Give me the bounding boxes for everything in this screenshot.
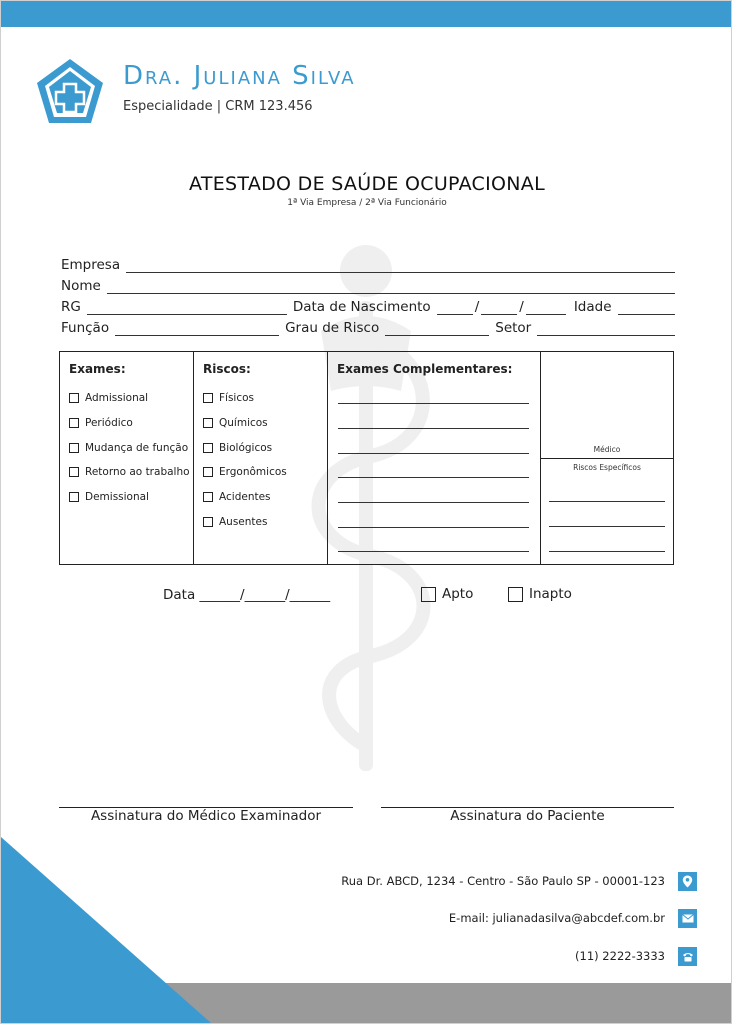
- inapto-checkbox[interactable]: [508, 587, 523, 602]
- risco-fisicos[interactable]: [203, 392, 254, 404]
- checkbox-label: Admissional: [85, 392, 149, 404]
- risco-quimicos[interactable]: [203, 417, 268, 429]
- exames-complementares-title: Exames Complementares:: [337, 362, 513, 376]
- exame-mudanca-funcao[interactable]: [69, 442, 188, 454]
- field-empresa: [61, 253, 675, 273]
- envelope-icon: [678, 909, 697, 928]
- rg-label: RG: [61, 299, 81, 315]
- nome-label: Nome: [61, 278, 101, 294]
- complementar-line[interactable]: [338, 502, 529, 503]
- address-text: Rua Dr. ABCD, 1234 - Centro - São Paulo SP - 00001-123: [341, 874, 665, 888]
- checkbox-label: Mudança de função: [85, 442, 189, 454]
- grau-risco-input-line[interactable]: [385, 321, 489, 336]
- checkbox[interactable]: [203, 467, 213, 477]
- checkbox[interactable]: [203, 443, 213, 453]
- risco-biologicos[interactable]: [203, 442, 272, 454]
- setor-input-line[interactable]: [537, 321, 675, 336]
- medico-divider: [541, 458, 673, 459]
- paciente-signature-label: Assinatura do Paciente: [450, 808, 605, 824]
- date-slash: /: [519, 299, 524, 315]
- complementar-line[interactable]: [338, 477, 529, 478]
- email-text: E-mail: julianadasilva@abcdef.com.br: [448, 911, 665, 925]
- checkbox[interactable]: [69, 393, 79, 403]
- checkbox-label: Químicos: [219, 417, 268, 429]
- risco-ausentes[interactable]: [203, 516, 267, 528]
- checkbox-label: Biológicos: [219, 442, 273, 454]
- data-field[interactable]: Data ______/______/______: [163, 587, 331, 603]
- risco-especifico-line[interactable]: [549, 501, 665, 502]
- rg-input-line[interactable]: [87, 300, 287, 315]
- checkbox-label: Ergonômicos: [219, 466, 287, 478]
- exames-title: Exames:: [69, 362, 126, 376]
- checkbox[interactable]: [203, 517, 213, 527]
- checkbox[interactable]: [69, 492, 79, 502]
- page-subtitle: 1ª Via Empresa / 2ª Via Funcionário: [287, 198, 447, 208]
- funcao-label: Função: [61, 320, 110, 336]
- doctor-specialty-crm: Especialidade | CRM 123.456: [123, 99, 313, 114]
- medico-label: Médico: [593, 445, 621, 454]
- checkbox-label: Ausentes: [219, 516, 268, 528]
- risco-ergonomicos[interactable]: [203, 466, 287, 478]
- nome-input-line[interactable]: [107, 279, 675, 294]
- riscos-especificos-label: Riscos Específicos: [573, 463, 641, 472]
- apto-option[interactable]: [421, 586, 473, 602]
- date-slash: /: [474, 299, 480, 315]
- idade-label: Idade: [573, 299, 612, 315]
- nascimento-year-line[interactable]: [526, 300, 566, 315]
- checkbox[interactable]: [69, 418, 79, 428]
- funcao-input-line[interactable]: [115, 321, 279, 336]
- inapto-option[interactable]: [508, 586, 572, 602]
- complementar-line[interactable]: [338, 453, 529, 454]
- exame-admissional[interactable]: [69, 392, 148, 404]
- empresa-label: Empresa: [61, 257, 121, 273]
- checkbox[interactable]: [203, 492, 213, 502]
- riscos-title: Riscos:: [203, 362, 251, 376]
- checkbox[interactable]: [203, 393, 213, 403]
- checkbox[interactable]: [69, 467, 79, 477]
- exams-grid: [59, 351, 674, 565]
- checkbox-label: Físicos: [219, 392, 255, 404]
- idade-input-line[interactable]: [618, 300, 675, 315]
- field-nome: [61, 274, 675, 294]
- phone-text: (11) 2222-3333: [575, 949, 665, 963]
- risco-especifico-line[interactable]: [549, 551, 665, 552]
- risco-acidentes[interactable]: [203, 491, 271, 503]
- complementar-line[interactable]: [338, 551, 529, 552]
- apto-label: Apto: [442, 586, 474, 602]
- risco-especifico-line[interactable]: [549, 526, 665, 527]
- complementar-line[interactable]: [338, 428, 529, 429]
- medical-cross-pentagon-icon: [35, 57, 105, 127]
- exame-periodico[interactable]: [69, 417, 133, 429]
- empresa-input-line[interactable]: [126, 258, 675, 273]
- column-divider: [193, 352, 194, 564]
- top-accent-bar: [1, 1, 732, 27]
- telephone-icon: [678, 947, 697, 966]
- checkbox-label: Acidentes: [219, 491, 271, 503]
- exame-retorno-trabalho[interactable]: [69, 466, 190, 478]
- checkbox[interactable]: [203, 418, 213, 428]
- medico-signature-label: Assinatura do Médico Examinador: [90, 808, 322, 824]
- field-funcao-risco-setor: [61, 316, 675, 336]
- nascimento-day-line[interactable]: [437, 300, 473, 315]
- setor-label: Setor: [495, 320, 532, 336]
- apto-checkbox[interactable]: [421, 587, 436, 602]
- checkbox[interactable]: [69, 443, 79, 453]
- location-pin-icon: [678, 872, 697, 891]
- inapto-label: Inapto: [529, 586, 572, 602]
- page-title: ATESTADO DE SAÚDE OCUPACIONAL: [189, 173, 545, 195]
- exame-demissional[interactable]: [69, 491, 149, 503]
- checkbox-label: Retorno ao trabalho: [85, 466, 190, 478]
- complementar-line[interactable]: [338, 403, 529, 404]
- doctor-name: Dra. Juliana Silva: [123, 61, 356, 91]
- grau-risco-label: Grau de Risco: [285, 320, 380, 336]
- field-rg-nascimento-idade: [61, 295, 675, 315]
- data-nascimento-label: Data de Nascimento: [292, 299, 431, 315]
- complementar-line[interactable]: [338, 527, 529, 528]
- column-divider: [327, 352, 328, 564]
- checkbox-label: Demissional: [85, 491, 149, 503]
- checkbox-label: Periódico: [85, 417, 133, 429]
- nascimento-month-line[interactable]: [481, 300, 517, 315]
